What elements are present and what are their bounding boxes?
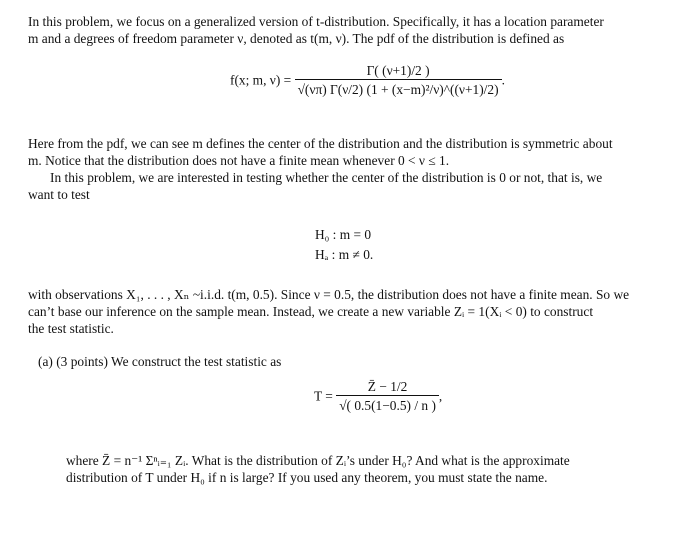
- pdf-equation: [230, 62, 505, 98]
- intro-line-1: In this problem, we focus on a generalized version of t-distribution. Specifically, it has a location parameter: [28, 14, 604, 29]
- intro-line-2: m and a degrees of freedom parameter ν, denoted as t(m, ν). The pdf of the distribution is defined as: [28, 31, 565, 46]
- test-statistic-trail: ,: [438, 388, 443, 404]
- intro-paragraph: [28, 13, 674, 47]
- where-line-2: distribution of T under H₀ if n is large? If you used any theorem, you must state the name.: [66, 470, 548, 485]
- null-hypothesis: H₀ : m = 0: [315, 227, 372, 242]
- where-line-1: where Z̄ = n⁻¹ Σⁿᵢ₌₁ Zᵢ. What is the distribution of Zᵢ’s under H₀? And what is the approximate: [66, 453, 570, 468]
- para2-line-3: In this problem, we are interested in testing whether the center of the distribution is 0 or not, that is, we: [50, 170, 603, 185]
- test-statistic-equation: [314, 378, 442, 414]
- question-paragraph: [66, 452, 672, 486]
- para3-line-1: with observations X₁, . . . , Xₙ ~i.i.d. t(m, 0.5). Since ν = 0.5, the distribution does not have a finite mean. So we: [28, 287, 630, 302]
- para2-line-4: want to test: [28, 187, 90, 202]
- alternative-hypothesis: Hₐ : m ≠ 0.: [315, 247, 374, 262]
- para2-line-1: Here from the pdf, we can see m defines the center of the distribution and the distribution is symmetric about: [28, 136, 613, 151]
- pdf-trail: .: [501, 72, 505, 88]
- part-a-label: (a) (3 points) We construct the test statistic as: [38, 354, 282, 369]
- para2-line-2: m. Notice that the distribution does not have a finite mean whenever 0 < ν ≤ 1.: [28, 153, 450, 168]
- test-statistic-lhs: T =: [314, 388, 333, 404]
- observations-paragraph: [28, 286, 674, 337]
- pdf-fraction: [295, 62, 502, 98]
- para3-line-3: the test statistic.: [28, 321, 114, 336]
- pdf-lhs: f(x; m, ν) =: [230, 72, 292, 88]
- para3-line-2: can’t base our inference on the sample mean. Instead, we create a new variable Zᵢ = 1(Xᵢ < 0) to construct: [28, 304, 594, 319]
- test-statistic-denominator: √( 0.5(1−0.5) / n ): [336, 395, 439, 414]
- test-statistic-fraction: [336, 378, 439, 414]
- test-statistic-numerator: Z̄ − 1/2: [367, 379, 408, 394]
- pdf-numerator: Γ( (ν+1)/2 ): [366, 63, 430, 78]
- center-paragraph: [28, 135, 674, 203]
- pdf-denominator: √(νπ) Γ(ν/2) (1 + (x−m)²/ν)^((ν+1)/2): [295, 79, 502, 98]
